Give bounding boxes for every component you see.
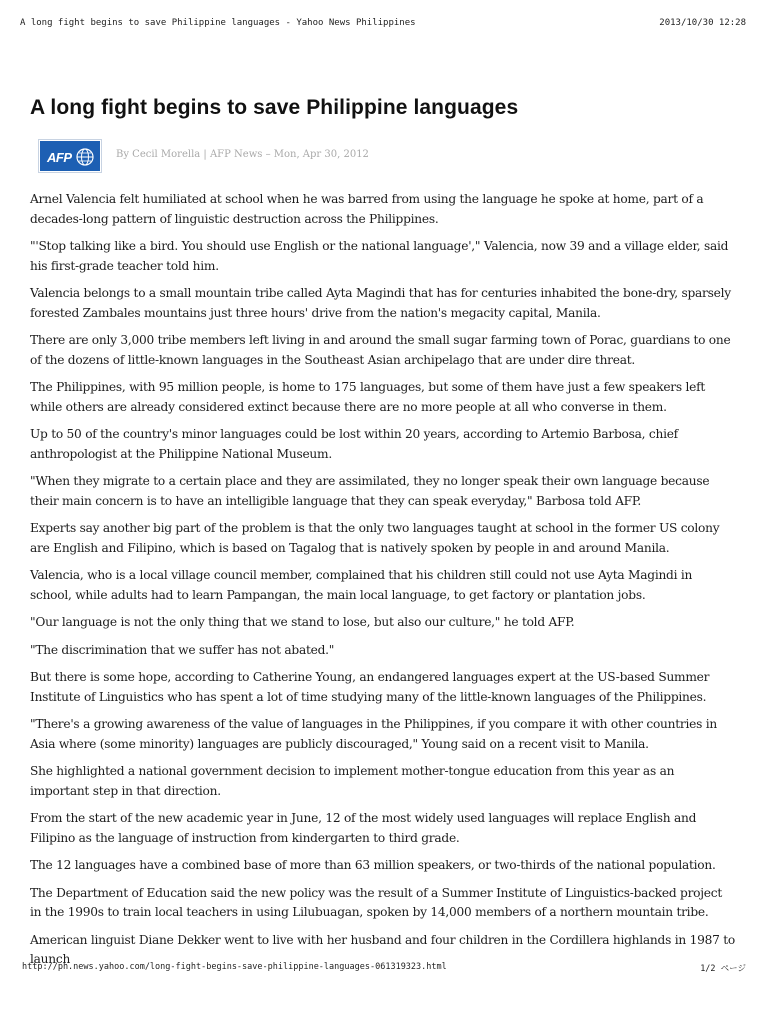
article-paragraph: "The discrimination that we suffer has not abated." bbox=[30, 642, 335, 657]
afp-logo-text: AFP bbox=[47, 150, 72, 165]
print-footer-page-number: 1/2 ページ bbox=[700, 964, 746, 974]
globe-icon bbox=[76, 148, 94, 166]
article-paragraph: From the start of the new academic year in June, 12 of the most widely used languages will replace English and Filipino as the language of instruction from kindergarten to third grade. bbox=[30, 811, 697, 845]
article-paragraph: She highlighted a national government decision to implement mother-tongue education from this year as an important step in that direction. bbox=[30, 764, 675, 798]
article-byline: By Cecil Morella | AFP News – Mon, Apr 30, 2012 bbox=[116, 149, 369, 160]
print-header-datetime: 2013/10/30 12:28 bbox=[659, 18, 746, 28]
article-paragraph: "Our language is not the only thing that we stand to lose, but also our culture," he told AFP. bbox=[30, 615, 575, 629]
article-paragraph: Arnel Valencia felt humiliated at school when he was barred from using the language he spoke at home, part of a decades-long pattern of linguistic destruction across the Philippines. bbox=[30, 192, 704, 226]
article-body bbox=[30, 190, 735, 978]
article-headline: A long fight begins to save Philippine languages bbox=[30, 96, 519, 119]
print-header-title: A long fight begins to save Philippine languages - Yahoo News Philippines bbox=[20, 18, 416, 28]
print-footer-url: http://ph.news.yahoo.com/long-fight-begins-save-philippine-languages-061319323.html bbox=[22, 962, 447, 972]
article-paragraph: American linguist Diane Dekker went to live with her husband and four children in the Cordillera highlands in 1987 to launch bbox=[30, 932, 735, 966]
article-paragraph: "When they migrate to a certain place and they are assimilated, they no longer speak their own language because their main concern is to have an intelligible language that they can speak everyday," Barbosa told AFP. bbox=[30, 474, 710, 508]
article-paragraph: Experts say another big part of the problem is that the only two languages taught at school in the former US colony are English and Filipino, which is based on Tagalog that is natively spoken by people in and around Manila. bbox=[30, 521, 720, 555]
article-paragraph: "'Stop talking like a bird. You should use English or the national language'," Valencia, now 39 and a village elder, said his first-grade teacher told him. bbox=[30, 239, 729, 273]
article-paragraph: "There's a growing awareness of the value of languages in the Philippines, if you compare it with other countries in Asia where (some minority) languages are publicly discouraged," Young said on a recent visit to Manila. bbox=[30, 717, 717, 751]
article-paragraph: The 12 languages have a combined base of more than 63 million speakers, or two-thirds of the national population. bbox=[30, 858, 716, 872]
article-paragraph: Valencia belongs to a small mountain tribe called Ayta Magindi that has for centuries inhabited the bone-dry, sparsely forested Zambales mountains just three hours' drive from the nation's megacity capital, Manila. bbox=[30, 286, 731, 320]
article-paragraph: The Philippines, with 95 million people, is home to 175 languages, but some of them have just a few speakers left while others are already considered extinct because there are no more people at all who converse in them. bbox=[30, 380, 706, 414]
article-paragraph: The Department of Education said the new policy was the result of a Summer Institute of Linguistics-backed project in the 1990s to train local teachers in using Lilubuagan, spoken by 14,000 members of a northern mountain tribe. bbox=[30, 885, 722, 919]
article-paragraph: There are only 3,000 tribe members left living in and around the small sugar farming town of Porac, guardians to one of the dozens of little-known languages in the Southeast Asian archipelago that are under dire threat. bbox=[30, 333, 731, 367]
article-paragraph: But there is some hope, according to Catherine Young, an endangered languages expert at the US-based Summer Institute of Linguistics who has spent a lot of time studying many of the little-known languages of the Philippines. bbox=[30, 670, 710, 704]
article-paragraph: Valencia, who is a local village council member, complained that his children still could not use Ayta Magindi in school, while adults had to learn Pampangan, the main local language, to get factory or plantation jobs. bbox=[30, 568, 693, 602]
afp-logo bbox=[38, 139, 102, 173]
article-paragraph: Up to 50 of the country's minor languages could be lost within 20 years, according to Artemio Barbosa, chief anthropologist at the Philippine National Museum. bbox=[30, 427, 678, 461]
